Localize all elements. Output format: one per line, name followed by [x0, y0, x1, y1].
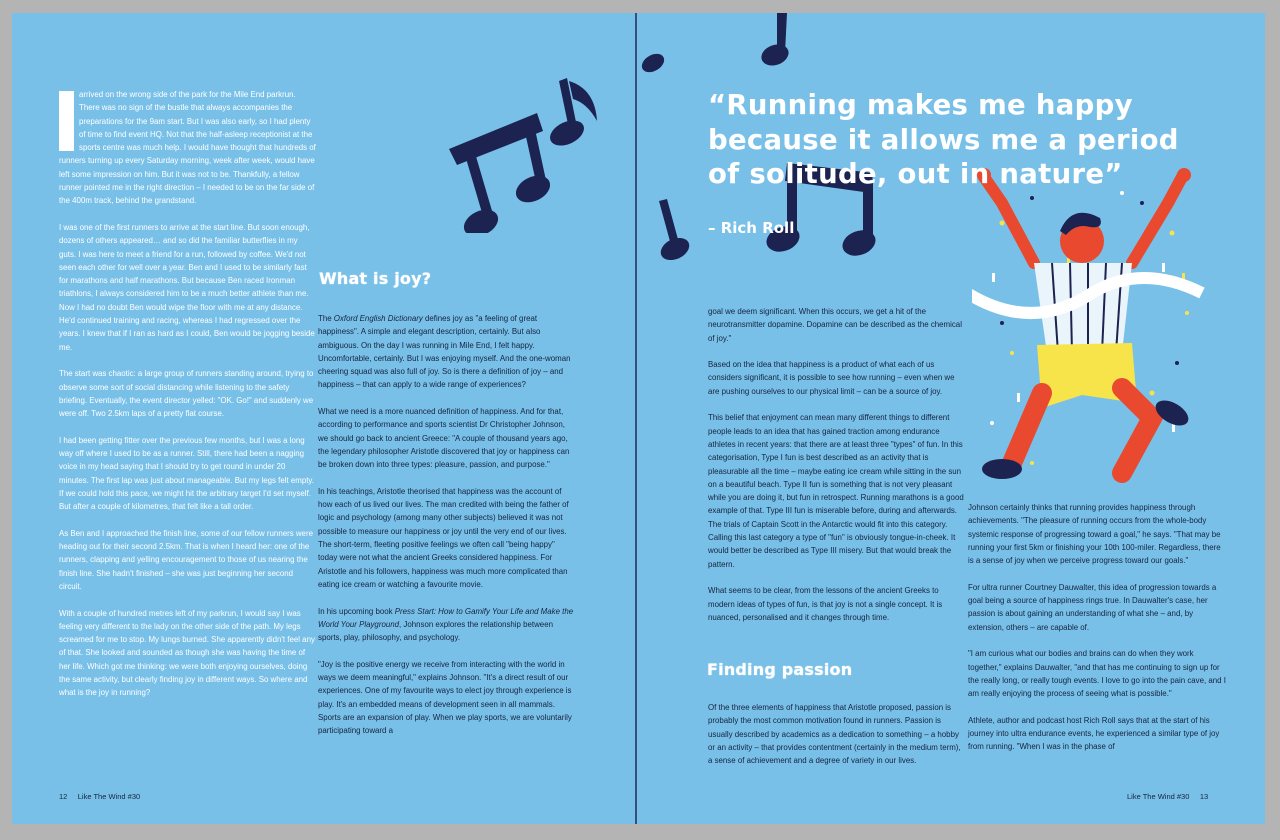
paragraph: [59, 88, 316, 208]
body-column-2: [318, 312, 576, 738]
magazine-title: Like The Wind #30: [77, 792, 141, 801]
body-column-1: [708, 305, 964, 624]
body-column-2: [968, 501, 1228, 754]
paragraph: This belief that enjoyment can mean many different things to different people leads to an idea that has gained traction among endurance athletes in recent years: that there are at least three "types" of fun. In this categorisation, Type I fun is best described as an activity that is pleasurable all the time – maybe eating ice cream while sitting in the sun on a beautiful beach. Type II fun is something that is not very pleasant while you are doing it, but fun in retrospect. Running marathons is a good example of that. Type III fun is miserable before, during and afterwards. The trials of Captain Scott in the Antarctic would fit into this category. Calling this last category a type of "fun" is obviously tongue-in-cheek. It would better be described as Type III misery. But that would break the pattern.: [708, 413, 964, 569]
pull-quote: “Running makes me happy because it allows me a period of solitude, out in nature”: [708, 89, 1179, 190]
page-number: 13: [1199, 792, 1209, 801]
runner-illustration: [972, 163, 1212, 493]
page-folio: [59, 792, 140, 801]
magazine-title: Like The Wind #30: [1127, 792, 1190, 801]
section-heading: What is joy?: [319, 269, 432, 288]
paragraph: "I am curious what our bodies and brains can do when they work together," explains Dauwalter, "and that has me continuing to sign up for the really long, or really tough events. I love to go into the pain cave, and I am really enjoying the process of seeing what is possible.": [968, 649, 1226, 699]
paragraph: "Joy is the positive energy we receive from interacting with the world in ways we deem meaningful," explains Johnson. "It's a direct result of our experiences. One of my favourite ways to elect joy through experience is play. It's an embedded means of development seen in all mammals. Sports are an expansion of play. When we play sports, we are voluntarily participating toward a: [318, 659, 572, 736]
paragraph: With a couple of hundred metres left of my parkrun, I would say I was feeling very different to the lady on the other side of the path. My legs screamed for me to stop. My lungs burned. She apparently didn't feel any of that. She looked and sounded as though she was having the time of her life. Which got me thinking: we were both enjoying ourselves, doing the same activity, but clearly finding joy in different ways. So where and what is the joy in running?: [59, 608, 315, 698]
paragraph: Johnson certainly thinks that running provides happiness through achievements. "The pleasure of running occurs from the whole-body systemic response of progressing toward a goal," he says. "That may be running your first 5km or finishing your 10th 100-miler. Regardless, there is a sense of joy when we perceive progress toward our goals.": [968, 503, 1221, 566]
body-column-1: [59, 88, 316, 700]
paragraph: In his teachings, Aristotle theorised that happiness was the account of how each of us lived our lives. The man credited with being the father of logic and psychology (among many other subjects) believed it was not possible to measure our happiness or joy until the very end of our lives. The short-term, fleeting positive feelings we often call "being happy" today were not what the ancient Greeks considered happiness. For Aristotle and his followers, happiness was much more complicated than eating ice cream or watching a favourite movie.: [318, 486, 569, 589]
paragraph-text: In his upcoming book: [318, 606, 395, 616]
paragraph: The start was chaotic: a large group of runners standing around, trying to observe some sort of social distancing while listening to the safety briefing. Eventually, the event director yelled: "OK. Go!" and suddenly we were off. Two 2.5km laps of a pretty flat course.: [59, 369, 314, 419]
paragraph: [318, 605, 576, 645]
drop-cap: [59, 91, 74, 151]
music-note-icon: [427, 73, 627, 233]
paragraph: As Ben and I approached the finish line, some of our fellow runners were heading out for their second 2.5km. That is when I heard her: one of the runners, clapping and yelling encouragement to those of us nearing the finish line. She hadn't finished – she was just beginning her second circuit.: [59, 528, 313, 591]
page-folio: [1127, 792, 1208, 801]
paragraph-text: arrived on the wrong side of the park for the Mile End parkrun. There was no sign of the bustle that always accompanies the preparations for the 9am start. But I was also early, so I had plenty of time to find event HQ. Not that the half-asleep receptionist at the sports centre was much help. I would have thought that hundreds of runners turning up every Saturday morning, week after week, would have left some impression on him. But it was not to be. Thankfully, a fellow runner pointed me in the right direction – I needed to be on the far side of the 400m track, behind the grandstand.: [59, 90, 316, 206]
section-heading: Finding passion: [707, 660, 853, 679]
paragraph: For ultra runner Courtney Dauwalter, this idea of progression towards a goal being a source of happiness rings true. In Dauwalter's case, her passion is about gaining an understanding of what she – and, by extension, others – are capable of.: [968, 582, 1217, 632]
paragraph: I was one of the first runners to arrive at the start line. But soon enough, dozens of others appeared… and so did the familiar butterflies in my guts. I was here to meet a friend for a run, followed by coffee. We'd not seen each other for well over a year. Ben and I used to be similarly fast for marathons and half marathons. But because Ben raced Ironman triathlons, I always considered him to be a much better athlete than me. Now I had no doubt Ben would wipe the floor with me at any distance. He'd continued training and racing, whereas I had regressed over the years. I knew that if I ran as hard as I could, Ben would be jogging beside me.: [59, 222, 315, 352]
paragraph: goal we deem significant. When this occurs, we get a hit of the neurotransmitter dopamine. Dopamine can be described as the chemical of joy.": [708, 307, 962, 343]
paragraph: I had been getting fitter over the previous few months, but I was a long way off where I used to be as a runner. Still, there had been a nagging voice in my head saying that I should try to get round in under 20 minutes. The first lap was just about manageable. But my legs felt empty. If we could hold this pace, we might hit the arbitrary target I'd set myself. But after a couple of kilometres, that felt like a tall order.: [59, 435, 314, 512]
paragraph: [318, 312, 576, 392]
page-number: 12: [59, 792, 68, 801]
pull-quote-attribution: – Rich Roll: [708, 219, 795, 237]
left-page: [12, 13, 635, 824]
paragraph: Based on the idea that happiness is a product of what each of us considers significant, it is possible to see how running – even when we are pushing ourselves to our physical limit – can be a source of joy.: [708, 360, 955, 396]
italic-title: Oxford English Dictionary: [333, 314, 423, 323]
paragraph: Athlete, author and podcast host Rich Roll says that at the start of his journey into ultra endurance events, he experienced a similar type of joy from running. "When I was in the phase of: [968, 715, 1220, 752]
paragraph: What we need is a more nuanced definition of happiness. And for that, according to performance and sports scientist Dr Christopher Johnson, we should go back to ancient Greece: "A couple of thousand years ago, the legendary philosopher Aristotle discovered that joy or happiness can be broken down into three types: pleasure, passion, and purpose.": [318, 407, 570, 470]
paragraph-text: , Johnson explores the relationship between sports, play, philosophy, and psychology.: [318, 619, 553, 643]
paragraph: Of the three elements of happiness that Aristotle proposed, passion is probably the most common motivation found in runners. Passion is usually described by academics as a dedication to something – a hobby or an activity – that provides contentment (certainly in the medium term), a sense of achievement and a degree of variety in our lives.: [708, 703, 961, 766]
paragraph-text: defines joy as "a feeling of great happiness". A simple and elegant description, certainly. But also ambiguous. On the day I was running in Mile End, I felt happy. Uncomfortable, certainly. But I was enjoying myself. And the one-woman cheering squad was also full of joy. So is there a definition of joy – and happiness – that can apply to a wide range of experiences?: [318, 314, 571, 390]
paragraph-text: The: [318, 314, 334, 323]
paragraph: What seems to be clear, from the lessons of the ancient Greeks to modern ideas of types of fun, is that joy is not a single concept. It is nuanced, personalised and it changes through time.: [708, 586, 943, 622]
right-page: [637, 13, 1265, 824]
book-title: Press Start: How to Gamify Your Life and Make the World Your Playground: [318, 606, 574, 629]
body-column-1-continued: [708, 701, 964, 767]
